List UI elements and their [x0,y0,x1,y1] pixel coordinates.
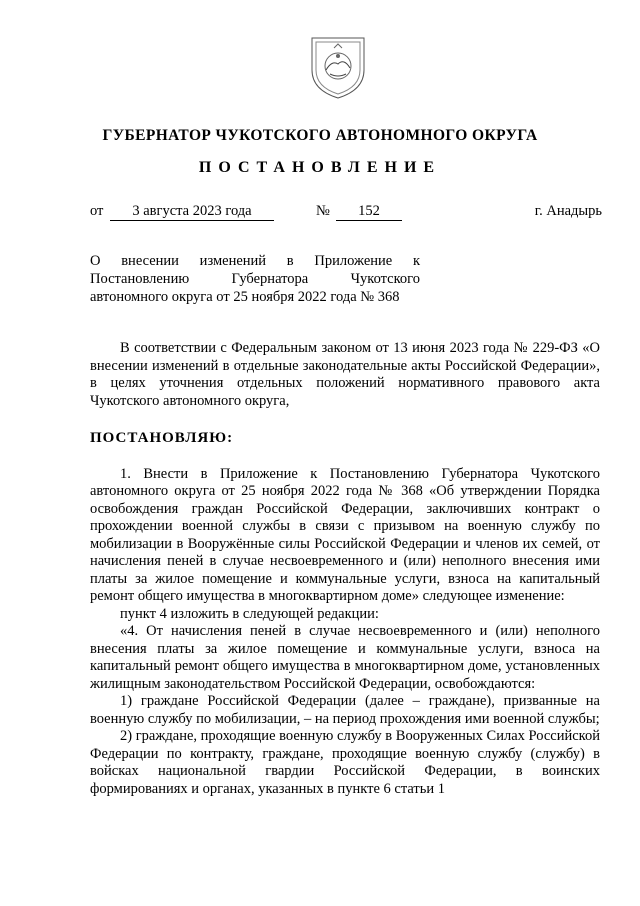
coat-of-arms-emblem [306,30,370,102]
body-paragraph: «4. От начисления пеней в случае несвоевременного и (или) неполного внесения платы за жилое помещение и коммунальные услуги, взноса на капитальный ремонт общего имущества в многоквартирном доме, установленных жилищным законодательством Российской Федерации, освобождаются: [90,623,600,692]
document-meta-line [90,203,602,223]
body-paragraph: 1) граждане Российской Федерации (далее – граждане), призванные на военную службу по мобилизации, – на период прохождения ими военной службы; [90,693,600,727]
date-prefix: от [90,203,104,219]
document-city: г. Анадырь [534,203,602,219]
number-sign: № [316,203,330,219]
document-subject [90,252,420,306]
document-number: 152 [336,203,402,221]
subject-line: Постановлению Губернатора Чукотского [90,271,420,287]
issuing-authority: ГУБЕРНАТОР ЧУКОТСКОГО АВТОНОМНОГО ОКРУГА [102,127,538,144]
body-paragraph: пункт 4 изложить в следующей редакции: [120,605,379,622]
subject-line: автономного округа от 25 ноября 2022 года № 368 [90,289,400,305]
document-type: ПОСТАНОВЛЕНИЕ [198,159,442,176]
preamble-paragraph: В соответствии с Федеральным законом от 13 июня 2023 года № 229-ФЗ «О внесении изменений в отдельные законодательные акты Российской Федерации», в целях уточнения отдельных положений нормативного правового акта Чукотского автономного округа, [90,340,600,409]
body-paragraph: 2) граждане, проходящие военную службу в Вооруженных Силах Российской Федерации по контракту, граждане, проходящие военную службу (службу) в войсках национальной гвардии Российской Федерации, в воинских формированиях и органах, указанных в пункте 6 статьи 1 [90,728,600,797]
body-paragraph: 1. Внести в Приложение к Постановлению Губернатора Чукотского автономного округа от 25 ноября 2022 года № 368 «Об утверждении Порядка освобождения граждан Российской Федерации, заключивших контракт о прохождении военной службы в связи с призывом на военную службу по мобилизации в Вооружённые силы Российской Федерации и членов их семей, от начисления пеней в случае несвоевременного и (или) неполного внесения ими платы за жилое помещение и коммунальные услуги, взноса на капитальный ремонт общего имущества в многоквартирном доме» следующее изменение: [90,465,600,604]
document-date: 3 августа 2023 года [110,203,274,221]
decree-heading: ПОСТАНОВЛЯЮ: [90,430,234,446]
document-body [90,340,600,798]
subject-line: О внесении изменений в Приложение к [90,253,420,269]
